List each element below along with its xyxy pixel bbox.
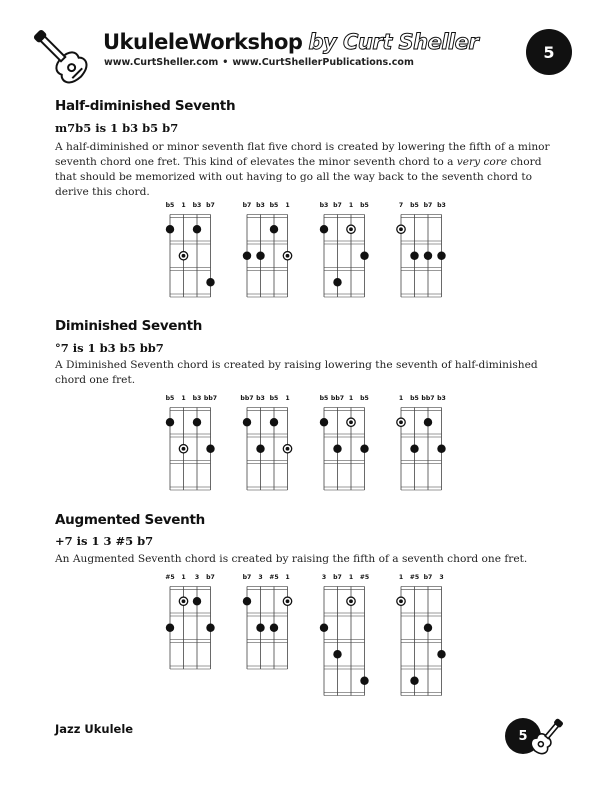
interval-label: b5: [360, 395, 369, 402]
interval-label: 1: [348, 574, 354, 581]
interval-label: 1: [285, 395, 290, 402]
interval-label: #5: [409, 574, 420, 581]
paragraph-text-start: A half-diminished or minor seventh flat five chord is created by lowering the fifth of a minor seventh chord one fret. This kind of elevates the minor seventh chord to a: [55, 141, 550, 168]
brand-workshop: Workshop: [188, 30, 303, 54]
chord-diagram: [160, 572, 221, 674]
chord-chart-aug-1: [160, 572, 221, 674]
brand-author: by Curt Sheller: [308, 30, 479, 54]
interval-label: b7: [206, 574, 215, 581]
section-title-augmented: Augmented Seventh: [55, 512, 205, 528]
chord-diagram: [314, 393, 375, 495]
chord-chart-dim-2: [237, 393, 298, 495]
finger-dot: [206, 278, 214, 286]
finger-dot: [320, 418, 328, 426]
finger-dot: [424, 418, 432, 426]
interval-label: 3: [321, 574, 327, 581]
finger-dot: [437, 445, 445, 453]
chord-diagram: [237, 572, 298, 674]
paragraph-text: A Diminished Seventh chord is created by raising lowering the seventh of half-diminished chord one fret.: [55, 359, 538, 386]
interval-label: #5: [165, 574, 175, 581]
interval-label: 1: [398, 395, 404, 402]
root-note-center: [399, 420, 403, 424]
root-note-center: [399, 599, 403, 603]
root-note-center: [182, 599, 186, 603]
interval-label: b7: [423, 202, 433, 209]
interval-label: b3: [437, 202, 446, 209]
finger-dot: [256, 445, 264, 453]
chord-diagram: [237, 200, 298, 302]
interval-label: 1: [181, 202, 186, 209]
interval-label: 3: [439, 574, 444, 581]
interval-label: b5: [165, 395, 175, 402]
finger-dot: [256, 252, 264, 260]
chord-diagram: [160, 200, 221, 302]
chord-chart-aug-2: [237, 572, 298, 674]
root-note-center: [349, 420, 353, 424]
finger-dot: [206, 445, 214, 453]
finger-dot: [360, 445, 368, 453]
finger-dot: [193, 597, 201, 605]
interval-label: b5: [319, 395, 329, 402]
chord-diagram: [391, 200, 452, 302]
chord-chart-half-dim-1: [160, 200, 221, 302]
finger-dot: [360, 252, 368, 260]
interval-label: b7: [206, 202, 215, 209]
finger-dot: [320, 624, 328, 632]
interval-label: b3: [192, 395, 202, 402]
finger-dot: [270, 624, 278, 632]
chord-chart-half-dim-4: [391, 200, 452, 302]
chord-diagram: [314, 200, 375, 302]
interval-label: b5: [269, 202, 279, 209]
interval-label: 7: [398, 202, 404, 209]
paragraph-text: An Augmented Seventh chord is created by raising the fifth of a seventh chord one fret.: [55, 553, 528, 565]
formula-augmented: +7 is 1 3 #5 b7: [55, 534, 154, 548]
finger-dot: [166, 418, 174, 426]
finger-dot: [270, 418, 278, 426]
chord-diagram: [391, 572, 452, 700]
brand-ukulele: Ukulele: [103, 30, 189, 54]
website-urls: [104, 57, 414, 68]
root-note-center: [286, 599, 290, 603]
finger-dot: [410, 252, 418, 260]
finger-dot: [424, 624, 432, 632]
finger-dot: [424, 252, 432, 260]
chord-diagram: [391, 393, 452, 495]
interval-label: b3: [256, 395, 265, 402]
section-title-diminished: Diminished Seventh: [55, 318, 203, 334]
finger-dot: [410, 445, 418, 453]
chord-chart-half-dim-3: [314, 200, 375, 302]
chord-chart-half-dim-2: [237, 200, 298, 302]
chord-chart-dim-3: [314, 393, 375, 495]
root-note-center: [286, 254, 290, 258]
interval-label: bb7: [421, 395, 435, 402]
interval-label: 1: [348, 202, 354, 209]
finger-dot: [333, 650, 341, 658]
section-title-half-diminished: Half-diminished Seventh: [55, 98, 236, 114]
interval-label: 1: [181, 574, 186, 581]
interval-label: b7: [423, 574, 433, 581]
interval-label: bb7: [203, 395, 218, 402]
finger-dot: [256, 624, 264, 632]
interval-label: b3: [437, 395, 446, 402]
root-note-center: [286, 447, 290, 451]
interval-label: b7: [242, 202, 252, 209]
interval-label: b7: [242, 574, 252, 581]
root-note-center: [349, 599, 353, 603]
page-number-badge: [526, 29, 572, 75]
interval-label: b5: [269, 395, 279, 402]
finger-dot: [270, 225, 278, 233]
root-note-center: [399, 227, 403, 231]
finger-dot: [243, 252, 251, 260]
interval-label: b3: [319, 202, 329, 209]
interval-label: 3: [194, 574, 200, 581]
finger-dot: [206, 624, 214, 632]
ukulele-logo-icon: [28, 24, 94, 90]
url-publications[interactable]: www.CurtShellerPublications.com: [232, 57, 414, 68]
finger-dot: [166, 624, 174, 632]
interval-label: b5: [410, 395, 419, 402]
footer-book-title: Jazz Ukulele: [55, 722, 134, 736]
root-note-center: [182, 254, 186, 258]
chord-chart-dim-1: [160, 393, 221, 495]
chord-diagram: [160, 393, 221, 495]
finger-dot: [166, 225, 174, 233]
finger-dot: [320, 225, 328, 233]
interval-label: bb7: [240, 395, 254, 402]
interval-label: b5: [360, 202, 369, 209]
interval-label: 1: [348, 395, 354, 402]
root-note-center: [182, 447, 186, 451]
chord-chart-aug-3: [314, 572, 375, 700]
finger-dot: [360, 677, 368, 685]
interval-label: 1: [181, 395, 186, 402]
formula-diminished: °7 is 1 b3 b5 bb7: [55, 341, 164, 355]
chord-diagram: [237, 393, 298, 495]
finger-dot: [333, 445, 341, 453]
interval-label: b7: [333, 202, 342, 209]
interval-label: b5: [165, 202, 175, 209]
chord-chart-dim-4: [391, 393, 452, 495]
interval-label: 1: [285, 202, 290, 209]
formula-half-diminished: m7b5 is 1 b3 b5 b7: [55, 121, 179, 135]
interval-label: 1: [285, 574, 290, 581]
interval-label: b7: [333, 574, 342, 581]
page-number: 5: [543, 42, 555, 62]
interval-label: #5: [269, 574, 279, 581]
finger-dot: [193, 225, 201, 233]
interval-label: b3: [256, 202, 265, 209]
chord-chart-aug-4: [391, 572, 452, 700]
paragraph-emphasis: very core: [456, 156, 508, 168]
finger-dot: [193, 418, 201, 426]
finger-dot: [333, 278, 341, 286]
url-separator: •: [222, 57, 229, 68]
url-curtsheller[interactable]: www.CurtSheller.com: [104, 57, 219, 68]
chord-diagram: [314, 572, 375, 700]
paragraph-augmented: [55, 552, 555, 567]
finger-dot: [437, 252, 445, 260]
interval-label: bb7: [330, 395, 345, 402]
footer-ukulele-icon: [525, 716, 567, 760]
paragraph-text-end: chord that should be memorized with out having to go all the way back to the seventh chord to derive this chord.: [55, 156, 542, 198]
footer-page-badge: [505, 712, 565, 762]
interval-label: 3: [258, 574, 263, 581]
paragraph-diminished: [55, 358, 555, 388]
brand-title: [103, 30, 478, 54]
finger-dot: [243, 597, 251, 605]
footer-page-number: 5: [518, 728, 528, 744]
interval-label: b5: [410, 202, 419, 209]
interval-label: 1: [398, 574, 404, 581]
interval-label: #5: [359, 574, 370, 581]
paragraph-half-diminished: [55, 140, 555, 200]
interval-label: b3: [192, 202, 202, 209]
finger-dot: [243, 418, 251, 426]
finger-dot: [410, 677, 418, 685]
finger-dot: [437, 650, 445, 658]
root-note-center: [349, 227, 353, 231]
